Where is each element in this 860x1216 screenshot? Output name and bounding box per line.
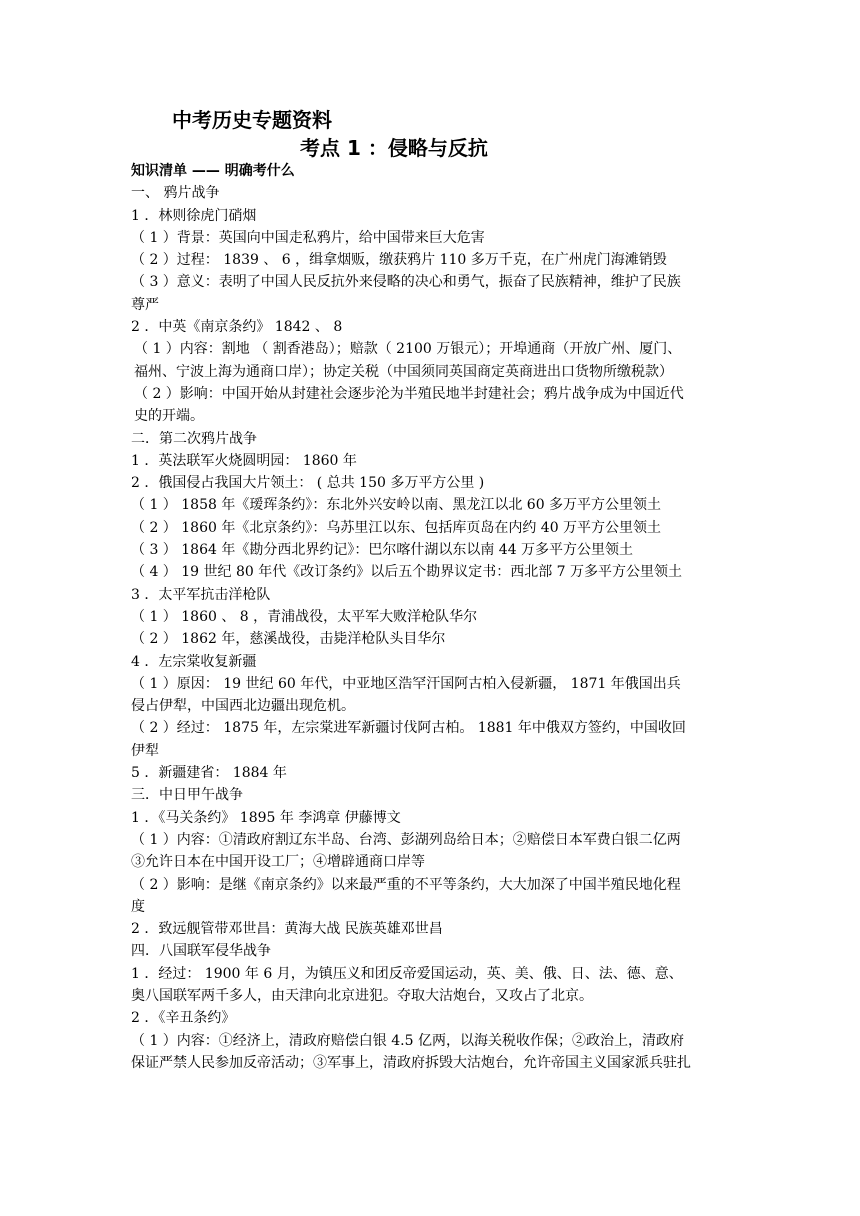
text-line: 1 ．经过： 1900 年 6 月，为镇压义和团反帝爱国运动，英、美、俄、日、法、德、意、 <box>131 965 683 982</box>
text-line: （ 2 ） 1862 年，慈溪战役，击毙洋枪队头目华尔 <box>131 631 446 648</box>
text-line: 福州、宁波上海为通商口岸）；协定关税（中国须同英国商定英商进出口货物所缴税款） <box>134 363 673 380</box>
text-line: 1 ．林则徐虎门硝烟 <box>131 207 257 224</box>
text-line: 2 ．致远舰管带邓世昌：黄海大战 民族英雄邓世昌 <box>131 921 443 938</box>
text-line: 2 ．俄国侵占我国大片领土： ( 总共 150 多万平方公里 ) <box>131 475 485 492</box>
text-line: 4 ．左宗棠收复新疆 <box>131 653 257 670</box>
text-line: 奥八国联军两千多人，由天津向北京进犯。夺取大沽炮台，又攻占了北京。 <box>131 987 593 1004</box>
text-line: （ 1 ） 1860 、 8 ，青浦战役，太平军大败洋枪队华尔 <box>131 608 478 625</box>
text-line: 三．中日甲午战争 <box>131 787 243 804</box>
text-line: （ 2 ）影响：是继《南京条约》以来最严重的不平等条约，大大加深了中国半殖民地化程 <box>131 876 681 893</box>
text-line: （ 1 ）内容：①经济上，清政府赔偿白银 4.5 亿两，以海关税收作保；②政治上，清政府 <box>131 1032 684 1049</box>
text-line: 二．第二次鸦片战争 <box>131 430 257 447</box>
text-line: 伊犁 <box>131 742 159 759</box>
text-line: （ 4 ） 19 世纪 80 年代《改订条约》以后五个勘界议定书：西北部 7 万多平方公里领土 <box>131 564 683 581</box>
text-line: （ 1 ） 1858 年《瑷珲条约》：东北外兴安岭以南、黑龙江以北 60 多万平方公里领土 <box>131 497 662 514</box>
text-line: 5 ．新疆建省： 1884 年 <box>131 765 287 782</box>
text-line: 保证严禁人民参加反帝活动；③军事上，清政府拆毁大沽炮台，允许帝国主义国家派兵驻扎 <box>131 1054 691 1071</box>
text-line: 1 ．《马关条约》 1895 年 李鸿章 伊藤博文 <box>131 809 401 826</box>
document-title: 中考历史专题资料 <box>172 108 332 132</box>
text-line: 知识清单 —— 明确考什么 <box>131 163 295 179</box>
text-line: （ 2 ） 1860 年《北京条约》：乌苏里江以东、包括库页岛在内约 40 万平方公里领土 <box>131 519 662 536</box>
text-line: 2 ．《辛丑条约》 <box>131 1010 236 1027</box>
text-line: （ 2 ）经过： 1875 年，左宗棠进军新疆讨伐阿古柏。 1881 年中俄双方签约，中国收回 <box>131 720 686 737</box>
text-line: 四．八国联军侵华战争 <box>131 943 271 960</box>
text-line: ③允许日本在中国开设工厂；④增辟通商口岸等 <box>131 854 425 871</box>
text-line: （ 1 ）背景：英国向中国走私鸦片，给中国带来巨大危害 <box>131 229 485 246</box>
text-line: （ 1 ）内容：①清政府割辽东半岛、台湾、彭湖列岛给日本；②赔偿日本军费白银二亿两 <box>131 831 681 848</box>
text-line: 侵占伊犁，中国西北边疆出现危机。 <box>131 698 355 715</box>
text-line: 度 <box>131 898 145 915</box>
text-line: 2 ．中英《南京条约》 1842 、 8 <box>131 319 343 336</box>
text-line: 1 ．英法联军火烧圆明园： 1860 年 <box>131 452 357 469</box>
text-line: （ 2 ）影响：中国开始从封建社会逐步沦为半殖民地半封建社会；鸦片战争成为中国近代 <box>134 385 684 402</box>
text-line: （ 3 ） 1864 年《勘分西北界约记》：巴尔喀什湖以东以南 44 万多平方公里领土 <box>131 542 634 559</box>
text-line: 一、 鸦片战争 <box>131 185 220 202</box>
text-line: （ 2 ）过程： 1839 、 6 ，缉拿烟贩，缴获鸦片 110 多万千克，在广州虎门海滩销毁 <box>131 252 667 269</box>
text-line: 尊严 <box>131 296 159 313</box>
text-line: （ 1 ）内容：割地 （ 割香港岛）；赔款（ 2100 万银元）；开埠通商（开放广州、厦门、 <box>134 341 682 358</box>
text-line: （ 3 ）意义：表明了中国人民反抗外来侵略的决心和勇气，振奋了民族精神，维护了民族 <box>131 274 681 291</box>
text-line: （ 1 ）原因： 19 世纪 60 年代，中亚地区浩罕汗国阿古柏入侵新疆， 1871 年俄国出兵 <box>131 675 681 692</box>
text-line: 史的开端。 <box>134 408 204 425</box>
text-line: 3 ．太平军抗击洋枪队 <box>131 586 271 603</box>
document-body <box>131 160 731 1074</box>
section-title: 考点 1 ：侵略与反抗 <box>300 136 488 160</box>
